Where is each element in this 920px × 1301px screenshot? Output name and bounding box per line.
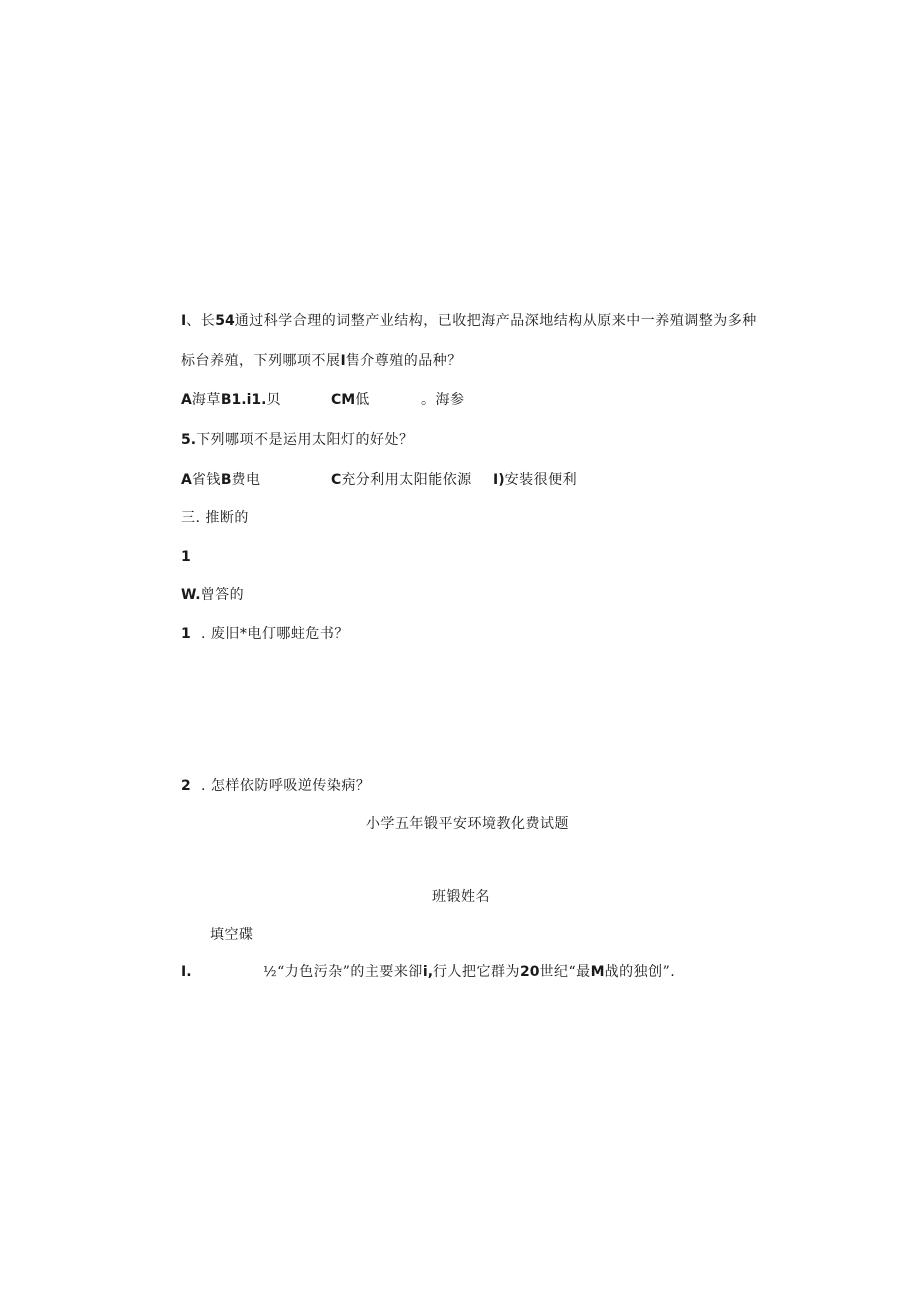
section-4-number: W. (181, 587, 201, 603)
fill-blank-text-f: 世纪“最 (539, 964, 591, 980)
question-4-bold-number: 54 (215, 313, 235, 329)
section-4-title-text: 曾答的 (200, 587, 245, 603)
answer-question-1 (181, 625, 349, 643)
question-4-line-2-bold: I (340, 353, 346, 369)
option-a-letter: A (181, 392, 192, 408)
fill-blank-text-h: 战的独创”. (604, 964, 676, 980)
q5-option-c-text: 充分利用太阳能依源 (341, 472, 472, 488)
section-3-item-number: 1 (181, 549, 191, 565)
fill-blank-text-b: 卻 (408, 964, 423, 980)
answer-question-1-text: . 废旧*电仃哪蛀危书？ (201, 626, 349, 642)
fill-blank-question-1 (181, 963, 701, 981)
q5-option-d-letter: I) (493, 472, 505, 488)
question-4-text-a: 、长 (186, 313, 216, 329)
option-c-text: 低 (355, 392, 370, 408)
question-4-line-1 (181, 312, 757, 330)
question-4-line-2-end: 售介尊殖的品种？ (345, 353, 462, 369)
question-4-text-c: 通过科学合理的词整产业结构，已收把海产品深地结构从原来中一养殖调整为多种 (234, 313, 757, 329)
q5-option-b-letter: B (220, 472, 232, 488)
fill-blank-bold-g: M (590, 964, 605, 980)
q5-option-a (181, 471, 261, 489)
option-a-text: 海草 (191, 392, 221, 408)
option-c (331, 391, 370, 409)
q5-option-a-letter: A (181, 472, 192, 488)
q5-option-c-letter: C (331, 472, 342, 488)
fill-blank-bold-e: 20 (520, 964, 540, 980)
exam-title: 小学五年锻平安环境教化费试题 (366, 816, 569, 832)
q5-option-d-text: 安装很便利 (504, 472, 578, 488)
fill-blank-number: I. (181, 964, 192, 980)
section-3-title: 三. 推断的 (181, 510, 249, 526)
q5-option-a-text: 省钱 (191, 472, 221, 488)
question-4-line-2 (181, 352, 462, 370)
question-4-line-2-text: 标台养殖，下列哪项不展 (181, 353, 341, 369)
question-5 (181, 431, 414, 449)
option-d-text: 。海参 (421, 392, 465, 408)
answer-question-1-number: 1 (181, 626, 191, 642)
q5-option-b-text: 费电 (231, 472, 261, 488)
fill-blank-text-d: 行人把它群为 (433, 964, 521, 980)
answer-question-2 (181, 777, 370, 795)
answer-question-2-text: . 怎样依防呼吸逆传染病？ (201, 778, 371, 794)
question-5-number: 5. (181, 432, 197, 448)
fill-blank-bold-c: i, (422, 964, 434, 980)
fill-blank-text (263, 963, 675, 981)
option-d (421, 391, 465, 409)
question-4-number: I (181, 313, 187, 329)
section-4-title (181, 586, 244, 604)
question-4-options (181, 391, 501, 409)
q5-option-c (331, 471, 472, 489)
option-b-text: 贝 (266, 392, 281, 408)
fill-blank-heading: 填空碟 (210, 927, 254, 943)
option-c-label: CM (331, 392, 356, 408)
option-b-label: B1.i1. (220, 392, 267, 408)
answer-question-2-number: 2 (181, 778, 191, 794)
question-5-text: 下列哪项不是运用太阳灯的好处？ (196, 432, 414, 448)
class-name-line: 班锻姓名 (432, 889, 490, 905)
question-5-options (181, 471, 601, 489)
option-a (181, 391, 281, 409)
fill-blank-text-a: ½“力色污杂”的主要来 (263, 964, 409, 980)
q5-option-d (493, 471, 577, 489)
